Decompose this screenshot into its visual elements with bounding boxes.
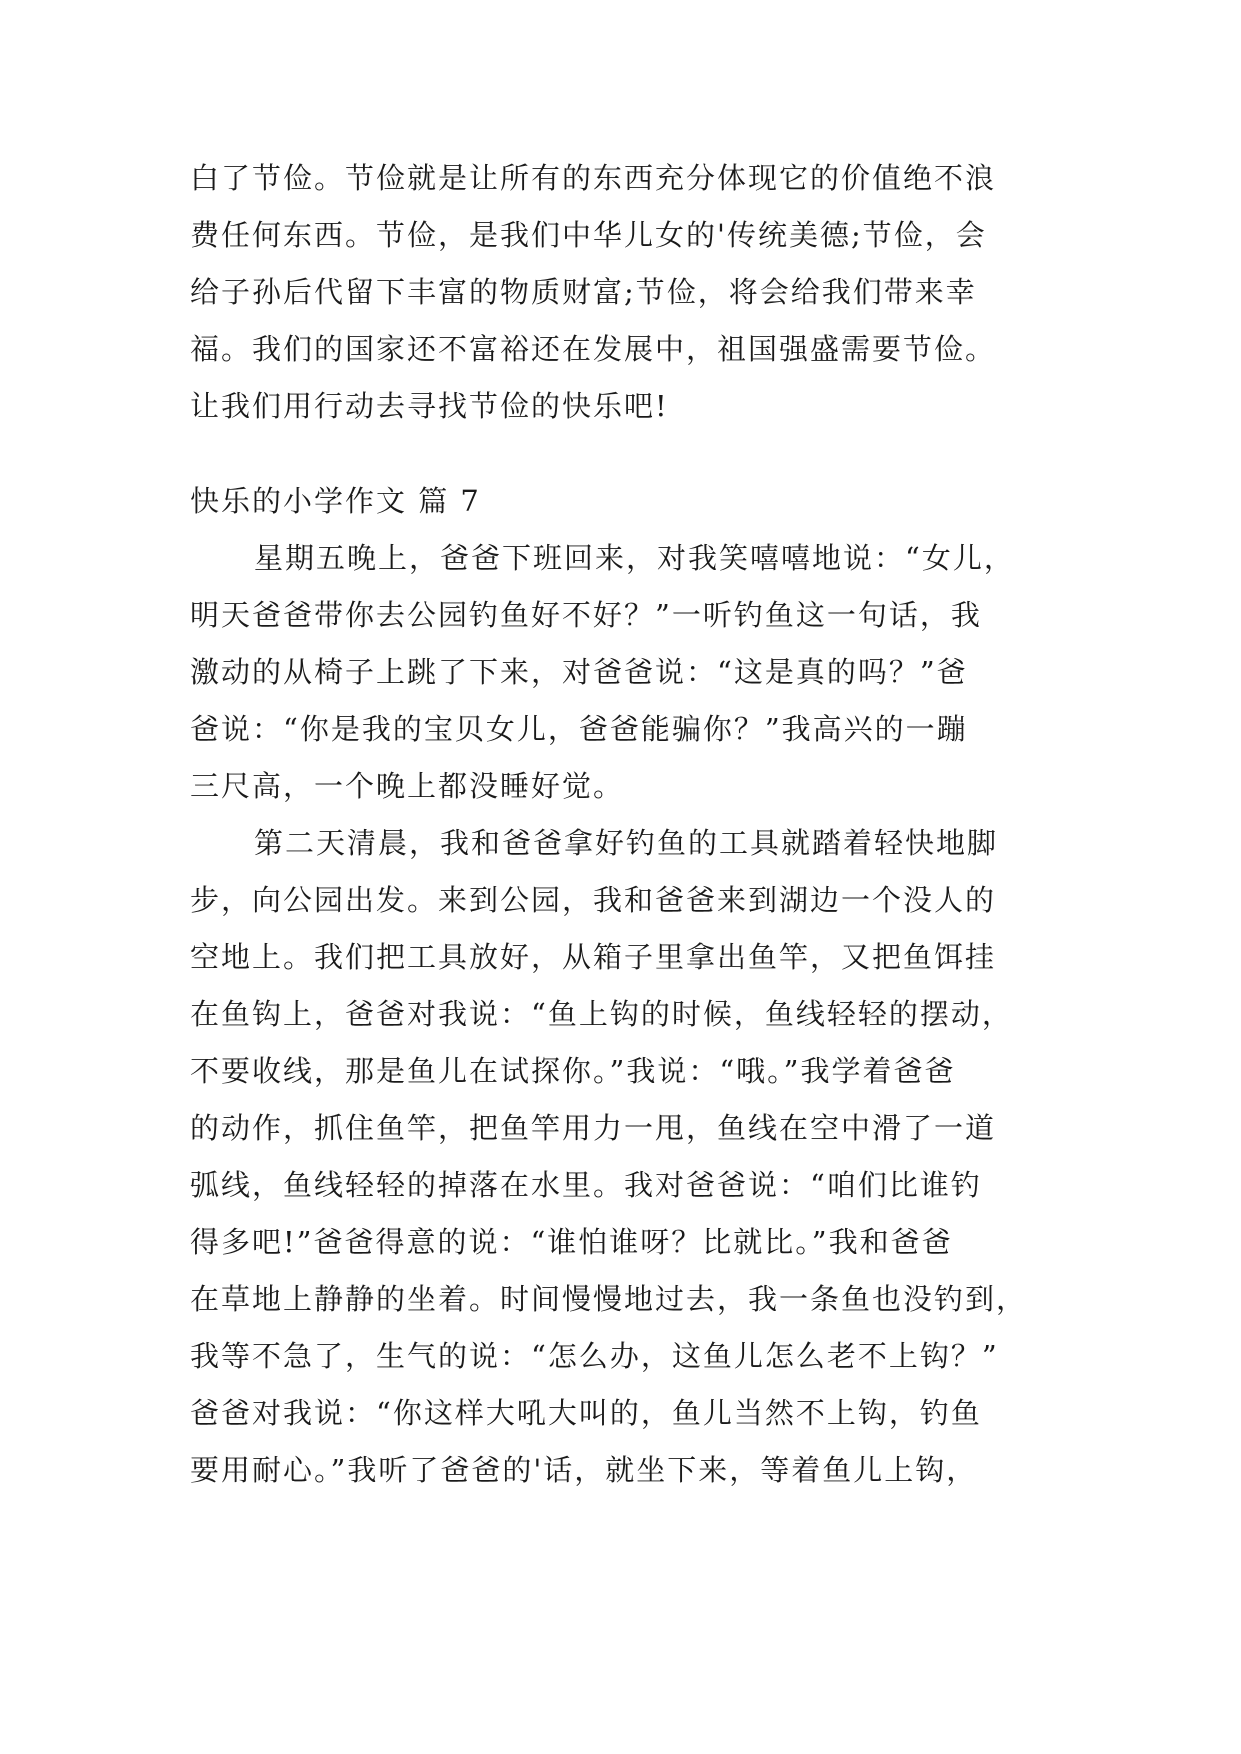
text-line: 激动的从椅子上跳了下来，对爸爸说：“这是真的吗？”爸 xyxy=(190,655,968,689)
text-line: 不要收线，那是鱼儿在试探你。”我说：“哦。”我学着爸爸 xyxy=(190,1054,956,1088)
text-line: 让我们用行动去寻找节俭的快乐吧! xyxy=(190,389,669,423)
text-line: 在鱼钩上，爸爸对我说：“鱼上钩的时候，鱼线轻轻的摆动， xyxy=(190,997,1013,1031)
text-line: 福。我们的国家还不富裕还在发展中，祖国强盛需要节俭。 xyxy=(190,332,997,366)
previous-paragraph xyxy=(190,150,1070,435)
text-line: 三尺高，一个晚上都没睡好觉。 xyxy=(190,769,625,803)
paragraph-2 xyxy=(190,815,1070,1499)
text-line: 得多吧!”爸爸得意的说：“谁怕谁呀？比就比。”我和爸爸 xyxy=(190,1225,953,1259)
text-line: 空地上。我们把工具放好，从箱子里拿出鱼竿，又把鱼饵挂 xyxy=(190,940,997,974)
section-title: 快乐的小学作文 篇 7 xyxy=(190,484,481,518)
text-line: 费任何东西。节俭，是我们中华儿女的'传统美德;节俭，会 xyxy=(190,218,987,252)
text-line: 爸说：“你是我的宝贝女儿，爸爸能骗你？”我高兴的一蹦 xyxy=(190,712,968,746)
text-line: 明天爸爸带你去公园钓鱼好不好？”一听钓鱼这一句话，我 xyxy=(190,598,982,632)
text-line: 要用耐心。”我听了爸爸的'话，就坐下来，等着鱼儿上钩， xyxy=(190,1453,978,1487)
text-line: 星期五晚上，爸爸下班回来，对我笑嘻嘻地说：“女儿， xyxy=(254,541,1015,575)
text-line: 弧线，鱼线轻轻的掉落在水里。我对爸爸说：“咱们比谁钓 xyxy=(190,1168,982,1202)
document-page xyxy=(190,150,1070,1499)
text-line: 爸爸对我说：“你这样大吼大叫的，鱼儿当然不上钩，钓鱼 xyxy=(190,1396,982,1430)
text-line: 给子孙后代留下丰富的物质财富;节俭，将会给我们带来幸 xyxy=(190,275,977,309)
text-line: 步，向公园出发。来到公园，我和爸爸来到湖边一个没人的 xyxy=(190,883,997,917)
text-line: 白了节俭。节俭就是让所有的东西充分体现它的价值绝不浪 xyxy=(190,161,997,195)
paragraph-1 xyxy=(190,530,1070,815)
text-line: 我等不急了，生气的说：“怎么办，这鱼儿怎么老不上钩？” xyxy=(190,1339,999,1373)
text-line: 的动作，抓住鱼竿，把鱼竿用力一甩，鱼线在空中滑了一道 xyxy=(190,1111,997,1145)
text-line: 在草地上静静的坐着。时间慢慢地过去，我一条鱼也没钓到， xyxy=(190,1282,1028,1316)
text-line: 第二天清晨，我和爸爸拿好钓鱼的工具就踏着轻快地脚 xyxy=(254,826,999,860)
